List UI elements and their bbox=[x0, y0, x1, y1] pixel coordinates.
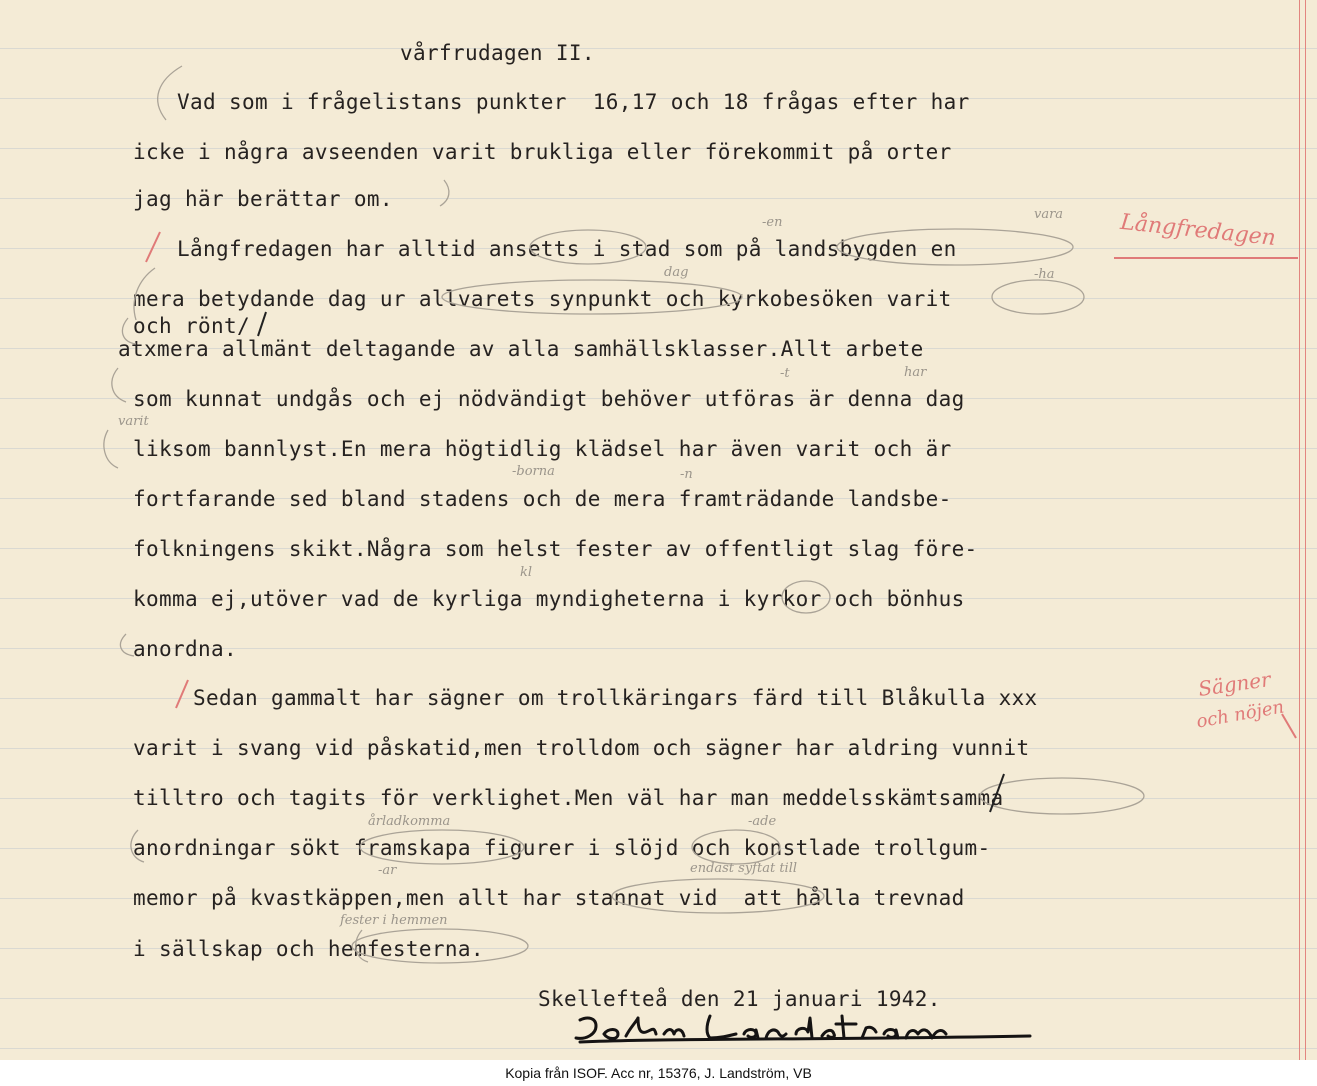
typed-line-6: och rönt/ bbox=[133, 314, 250, 338]
typed-line-19: i sällskap och hemfesterna. bbox=[133, 937, 484, 961]
pencil-note: kl bbox=[520, 565, 533, 580]
pencil-note: -n bbox=[680, 467, 693, 482]
typed-line-12: komma ej,utöver vad de kyrliga myndigheterna i kyrkor och bönhus bbox=[133, 587, 965, 611]
pencil-note: -borna bbox=[512, 464, 555, 479]
pencil-note: fester i hemmen bbox=[340, 913, 448, 928]
red-margin-note-langfredagen: Långfredagen bbox=[1119, 209, 1278, 252]
typed-line-13: anordna. bbox=[133, 637, 237, 661]
pencil-note: årladkomma bbox=[368, 814, 451, 829]
typed-line-16: tilltro och tagits för verklighet.Men väl har man meddelsskämtsamma bbox=[133, 786, 1004, 810]
pencil-note: -ade bbox=[748, 814, 777, 829]
typed-line-10: fortfarande sed bland stadens och de mera framträdande landsbe- bbox=[133, 487, 952, 511]
pencil-note: -ha bbox=[1034, 267, 1055, 282]
margin-rule-line-inner bbox=[1305, 0, 1306, 1060]
red-margin-note-sagner: Sägner bbox=[1196, 667, 1273, 701]
typed-line-5: mera betydande dag ur allvarets synpunkt och kyrkobesöken varit bbox=[133, 287, 952, 311]
typed-line-9: liksom bannlyst.En mera högtidlig klädsel har även varit och är bbox=[133, 437, 952, 461]
pencil-note: -t bbox=[780, 366, 790, 381]
typed-line-17: anordningar sökt framskapa figurer i slöjd och konstlade trollgum- bbox=[133, 836, 991, 860]
pencil-note: -en bbox=[762, 215, 783, 230]
typed-line-7: atxmera allmänt deltagande av alla samhällsklasser.Allt arbete bbox=[118, 337, 924, 361]
archive-caption: Kopia från ISOF. Acc nr, 15376, J. Landström, VB bbox=[0, 1060, 1317, 1086]
pencil-note: varit bbox=[118, 414, 149, 429]
typed-line-3: jag här berättar om. bbox=[133, 187, 393, 211]
pencil-note: endast syftat till bbox=[690, 861, 798, 876]
pencil-note: har bbox=[904, 365, 927, 380]
typed-line-15: varit i svang vid påskatid,men trolldom och sägner har aldring vunnit bbox=[133, 736, 1030, 760]
document-title: vårfrudagen II. bbox=[400, 41, 595, 65]
pencil-note: -ar bbox=[378, 863, 397, 878]
pencil-note: vara bbox=[1034, 207, 1064, 222]
pencil-note: dag bbox=[664, 265, 689, 280]
typed-line-2: icke i några avseenden varit brukliga eller förekommit på orter bbox=[133, 140, 952, 164]
typed-line-18: memor på kvastkäppen,men allt har stannat vid att hålla trevnad bbox=[133, 886, 965, 910]
typed-line-11: folkningens skikt.Några som helst fester av offentligt slag före- bbox=[133, 537, 978, 561]
typed-line-8: som kunnat undgås och ej nödvändigt behöver utföras är denna dag bbox=[133, 387, 965, 411]
red-margin-note-och-nojen: och nöjen bbox=[1194, 696, 1286, 733]
typed-line-14: Sedan gammalt har sägner om trollkäringars färd till Blåkulla xxx bbox=[193, 686, 1038, 710]
handwritten-signature bbox=[560, 1008, 1040, 1048]
dateline: Skellefteå den 21 januari 1942. bbox=[538, 987, 941, 1011]
margin-rule-line bbox=[1299, 0, 1300, 1060]
typed-line-4: Långfredagen har alltid ansetts i stad som på landsbygden en bbox=[177, 237, 957, 261]
typed-line-1: Vad som i frågelistans punkter 16,17 och 18 frågas efter har bbox=[177, 90, 970, 114]
